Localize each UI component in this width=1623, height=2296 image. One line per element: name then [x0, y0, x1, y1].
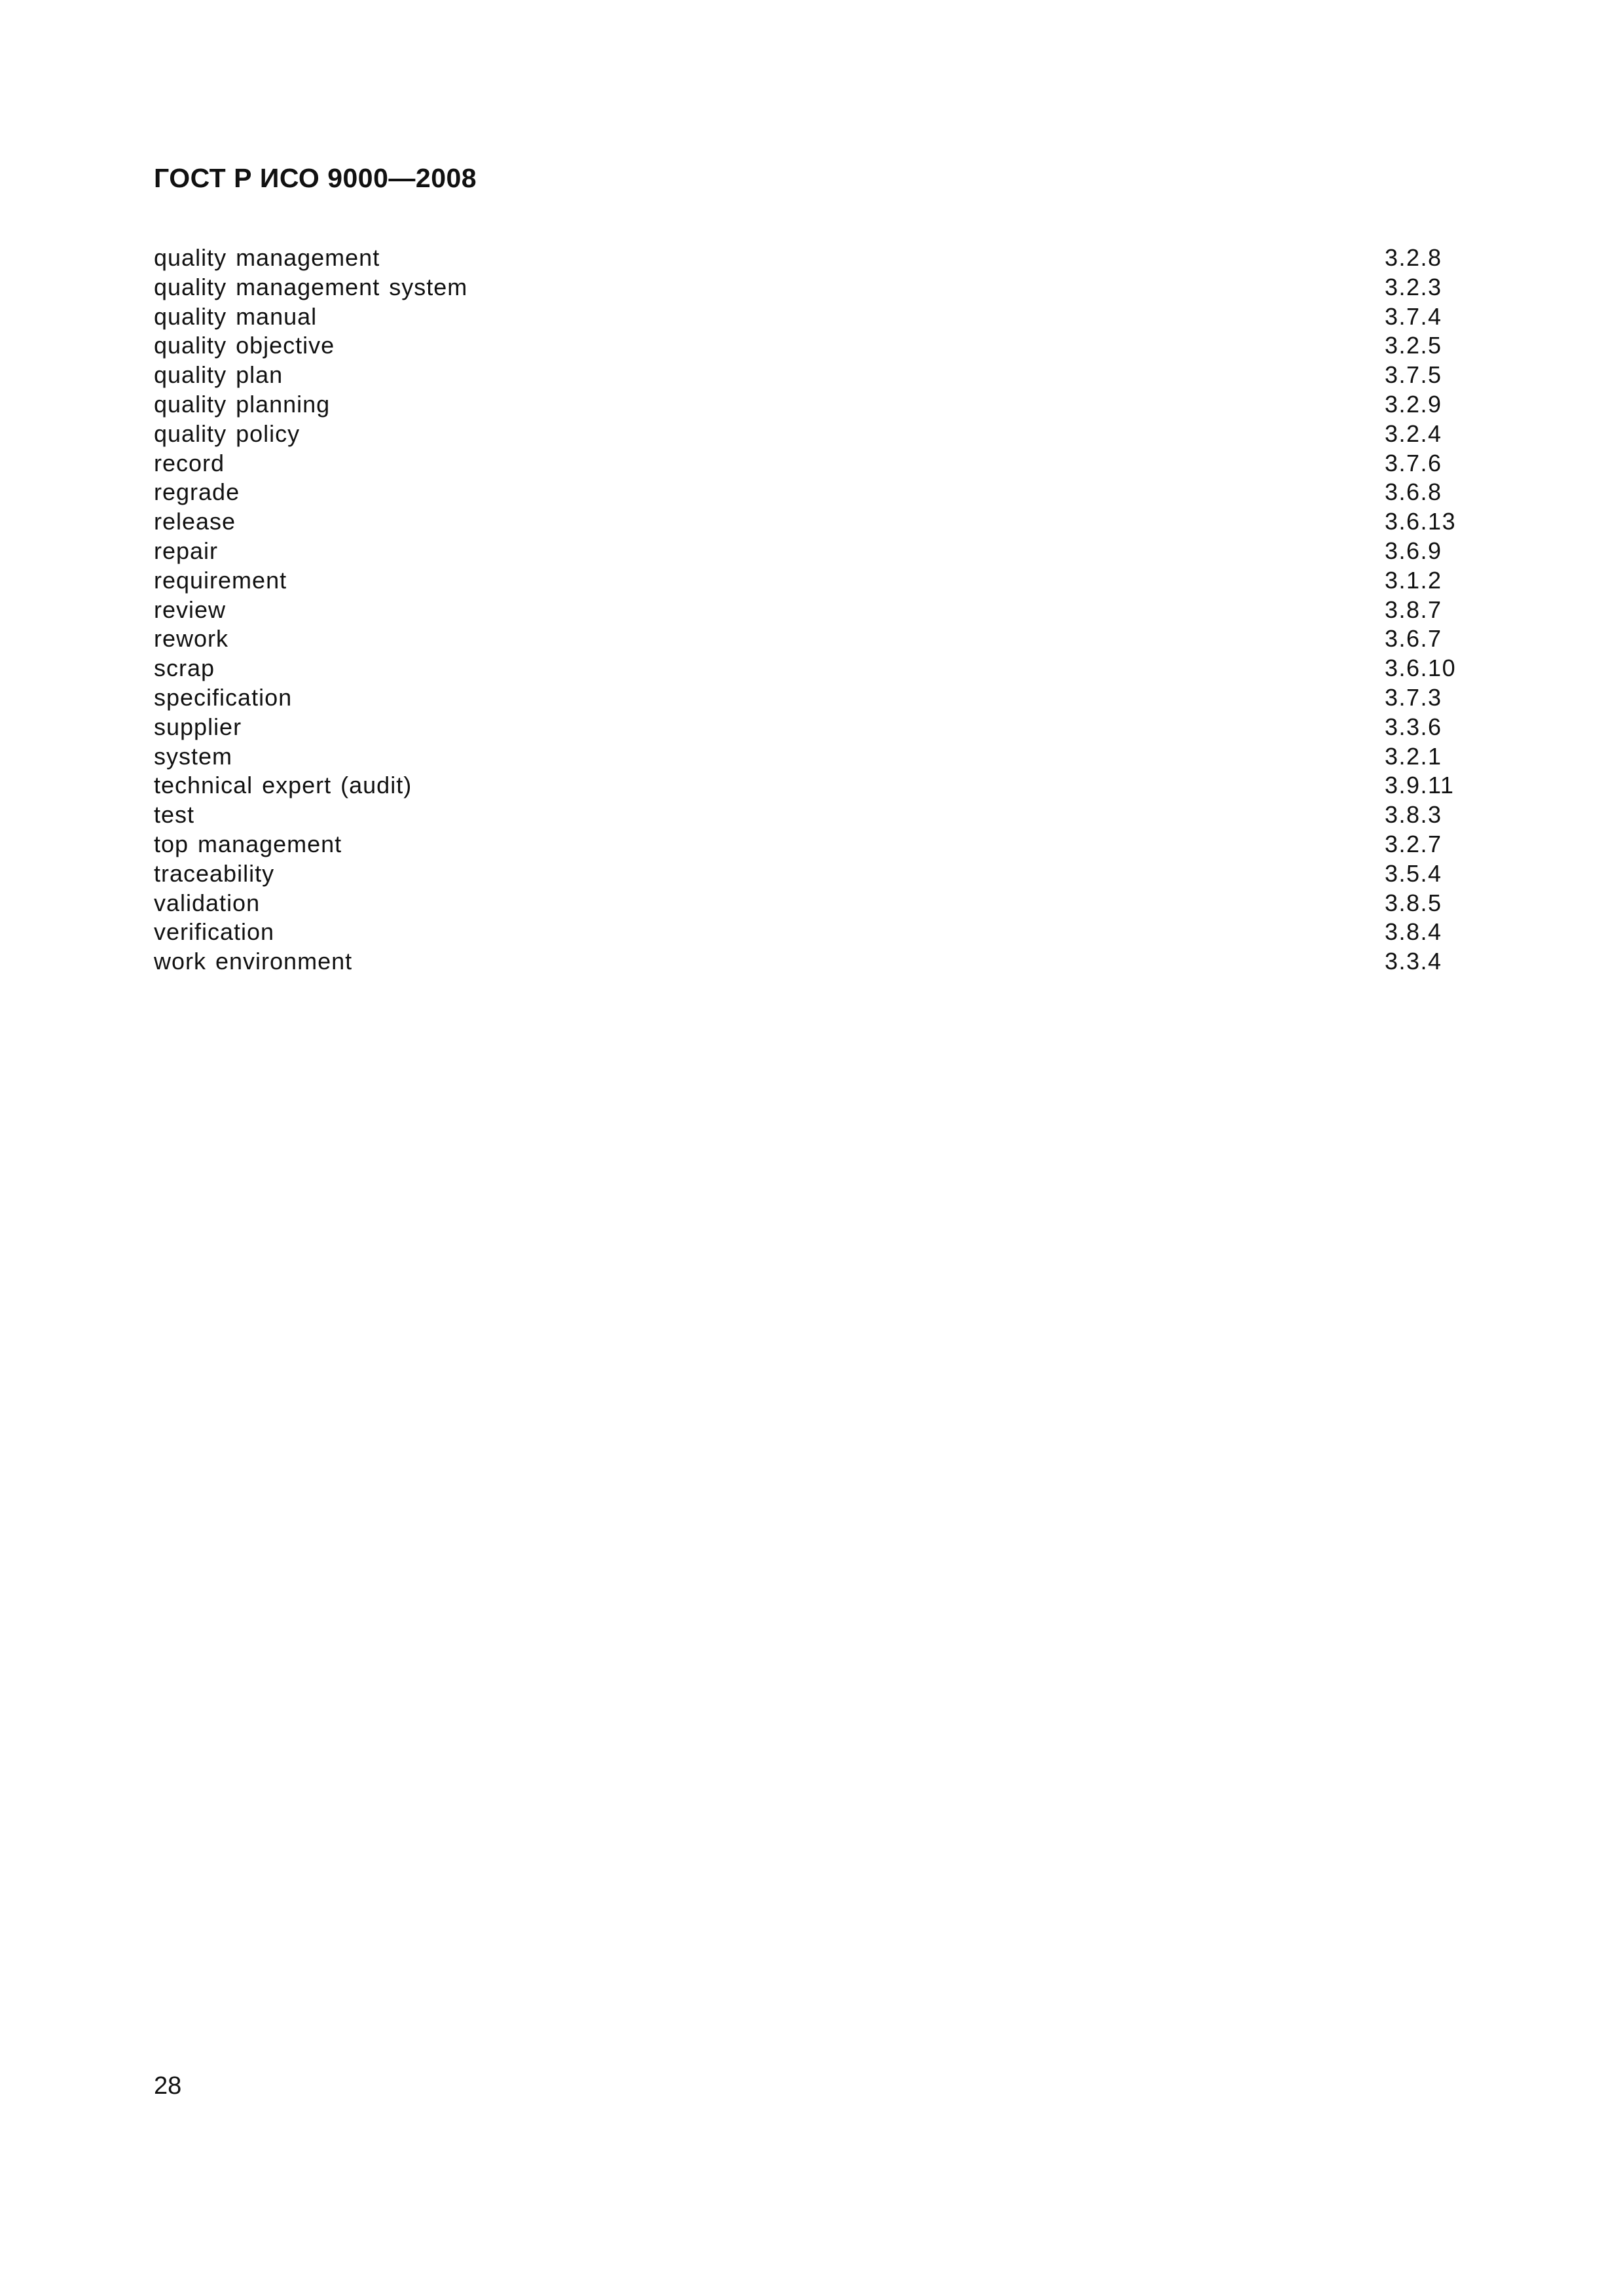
index-row	[154, 449, 1470, 478]
index-row	[154, 390, 1470, 420]
index-reference: 3.7.4	[1385, 302, 1442, 330]
index-row	[154, 742, 1470, 772]
index-reference: 3.2.5	[1385, 332, 1442, 359]
index-term: system	[154, 742, 233, 770]
index-row	[154, 302, 1470, 332]
index-term: validation	[154, 889, 261, 916]
index-reference: 3.7.3	[1385, 683, 1442, 711]
index-row	[154, 918, 1470, 947]
index-reference: 3.1.2	[1385, 566, 1442, 594]
index-row	[154, 800, 1470, 830]
index-reference: 3.6.7	[1385, 625, 1442, 653]
index-reference: 3.2.9	[1385, 390, 1442, 418]
index-row	[154, 331, 1470, 361]
index-term: quality management	[154, 244, 380, 271]
index-reference: 3.8.3	[1385, 801, 1442, 829]
index-term: traceability	[154, 859, 275, 887]
index-term: quality objective	[154, 332, 335, 359]
index-term: quality plan	[154, 361, 283, 389]
index-reference: 3.7.6	[1385, 449, 1442, 476]
index-term: regrade	[154, 478, 240, 506]
index-term: quality management system	[154, 273, 468, 300]
index-term: rework	[154, 625, 229, 653]
index-term: work environment	[154, 948, 353, 975]
index-term: specification	[154, 683, 293, 711]
index-reference: 3.2.4	[1385, 420, 1442, 447]
index-reference: 3.7.5	[1385, 361, 1442, 389]
index-reference: 3.6.10	[1385, 655, 1457, 682]
index-row	[154, 947, 1470, 977]
index-row	[154, 420, 1470, 449]
index-reference: 3.2.1	[1385, 742, 1442, 770]
index-term: quality planning	[154, 390, 331, 418]
index-row	[154, 478, 1470, 507]
index-term: review	[154, 596, 227, 623]
index-reference: 3.8.7	[1385, 596, 1442, 623]
index-reference: 3.2.8	[1385, 244, 1442, 271]
index-reference: 3.3.4	[1385, 948, 1442, 975]
index-reference: 3.8.4	[1385, 918, 1442, 946]
index-row	[154, 624, 1470, 654]
index-term: release	[154, 508, 236, 535]
index-row	[154, 566, 1470, 596]
index-row	[154, 713, 1470, 742]
index-row	[154, 771, 1470, 800]
index-reference: 3.9.11	[1385, 772, 1455, 799]
index-row	[154, 683, 1470, 713]
index-row	[154, 859, 1470, 889]
index-reference: 3.3.6	[1385, 713, 1442, 740]
index-row	[154, 889, 1470, 918]
index-row	[154, 654, 1470, 683]
index-reference: 3.5.4	[1385, 859, 1442, 887]
index-term: record	[154, 449, 225, 476]
index-reference: 3.6.13	[1385, 508, 1457, 535]
index-term: quality manual	[154, 302, 318, 330]
document-header: ГОСТ Р ИСО 9000—2008	[154, 163, 477, 193]
index-row	[154, 243, 1470, 273]
index-row	[154, 273, 1470, 302]
page-number: 28	[154, 2072, 182, 2100]
index-term: requirement	[154, 566, 287, 594]
term-index-list	[154, 243, 1470, 977]
index-reference: 3.2.3	[1385, 273, 1442, 300]
index-reference: 3.6.8	[1385, 478, 1442, 506]
index-term: technical expert (audit)	[154, 772, 412, 799]
index-row	[154, 507, 1470, 537]
index-term: repair	[154, 537, 219, 564]
index-reference: 3.2.7	[1385, 830, 1442, 857]
index-term: scrap	[154, 655, 215, 682]
index-row	[154, 830, 1470, 859]
index-reference: 3.6.9	[1385, 537, 1442, 564]
index-row	[154, 596, 1470, 625]
index-row	[154, 537, 1470, 566]
index-row	[154, 361, 1470, 390]
index-term: supplier	[154, 713, 242, 740]
index-term: test	[154, 801, 195, 829]
index-term: verification	[154, 918, 275, 946]
index-reference: 3.8.5	[1385, 889, 1442, 916]
index-term: quality policy	[154, 420, 301, 447]
index-term: top management	[154, 830, 342, 857]
